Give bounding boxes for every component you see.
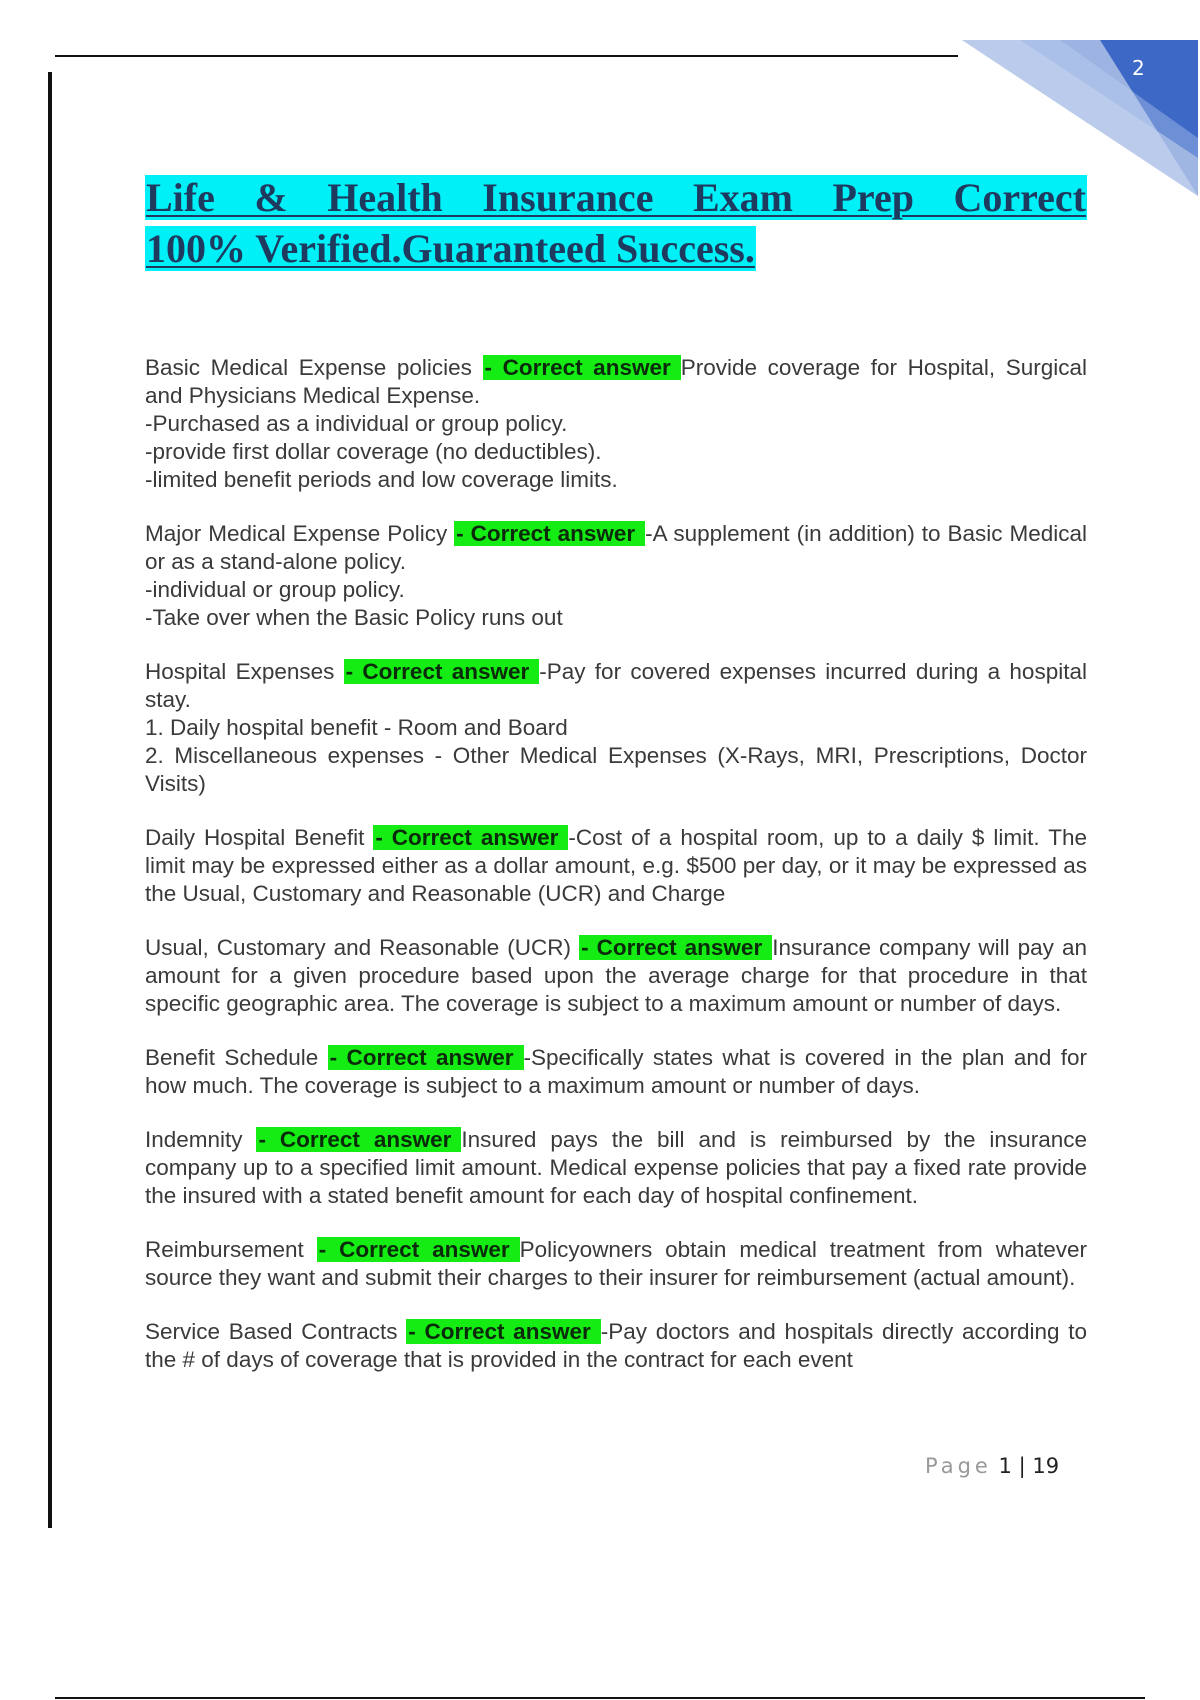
qa-entry [145, 824, 1087, 908]
qa-entry [145, 354, 1087, 494]
correct-answer-label: - Correct answer [328, 1045, 524, 1070]
qa-entry [145, 1126, 1087, 1210]
correct-answer-label: - Correct answer [373, 825, 568, 850]
entry-term: Basic Medical Expense policies [145, 355, 472, 380]
entry-term: Benefit Schedule [145, 1045, 319, 1070]
entry-term: Daily Hospital Benefit [145, 825, 365, 850]
footer-rule [55, 1697, 1145, 1699]
entry-term: Service Based Contracts [145, 1319, 398, 1344]
correct-answer-label: - Correct answer [344, 659, 540, 684]
footer-page-word: Page [925, 1454, 992, 1478]
title-line-1: Life & Health Insurance Exam Prep Correct [146, 175, 1086, 220]
entry-term: Usual, Customary and Reasonable (UCR) [145, 935, 572, 960]
page-footer [925, 1454, 1059, 1478]
footer-separator: | [1018, 1454, 1026, 1478]
entry-term: Hospital Expenses [145, 659, 335, 684]
entry-line: -individual or group policy. [145, 577, 405, 602]
footer-current-page: 1 [998, 1454, 1012, 1478]
qa-entry [145, 520, 1087, 632]
entry-answer: Provide coverage for Hospital, Surgical and Physicians Medical Expense. [145, 355, 1087, 408]
entry-term: Reimbursement [145, 1237, 304, 1262]
entry-answer: -Pay for covered expenses incurred during a hospital stay. [145, 659, 1087, 712]
qa-entry [145, 1044, 1087, 1100]
entry-line: -provide first dollar coverage (no deductibles). [145, 439, 602, 464]
entry-line: -Take over when the Basic Policy runs out [145, 605, 563, 630]
entry-line: -Purchased as a individual or group policy. [145, 411, 568, 436]
qa-entry [145, 934, 1087, 1018]
header-rule [55, 55, 958, 57]
title-line-2: 100% Verified.Guaranteed Success. [146, 226, 755, 271]
entry-line: -limited benefit periods and low coverage limits. [145, 467, 618, 492]
entry-answer: Policyowners obtain medical treatment from whatever source they want and submit their charges to their insurer for reimbursement (actual amount). [145, 1237, 1087, 1290]
qa-entry [145, 1236, 1087, 1292]
qa-entry [145, 1318, 1087, 1374]
entry-term: Major Medical Expense Policy [145, 521, 448, 546]
correct-answer-label: - Correct answer [317, 1237, 520, 1262]
header-page-number: 2 [1132, 56, 1145, 80]
entry-answer: Insured pays the bill and is reimbursed by the insurance company up to a specified limit amount. Medical expense policies that pay a fixed rate provide the insured with a stated benefit amount for each day of hospital confinement. [145, 1127, 1087, 1208]
entry-line: 1. Daily hospital benefit - Room and Board [145, 715, 568, 740]
correct-answer-label: - Correct answer [579, 935, 772, 960]
qa-list [145, 354, 1087, 1400]
entry-answer: Insurance company will pay an amount for a given procedure based upon the average charge for that procedure in that specific geographic area. The coverage is subject to a maximum amount or number of days. [145, 935, 1087, 1016]
footer-total-pages: 19 [1032, 1454, 1060, 1478]
document-title [145, 172, 1087, 274]
entry-line: 2. Miscellaneous expenses - Other Medical Expenses (X-Rays, MRI, Prescriptions, Doctor Visits) [145, 743, 1087, 796]
qa-entry [145, 658, 1087, 798]
left-margin-bar [48, 72, 52, 1528]
correct-answer-label: - Correct answer [454, 521, 645, 546]
entry-answer: -A supplement (in addition) to Basic Medical or as a stand-alone policy. [145, 521, 1088, 574]
entry-answer: -Cost of a hospital room, up to a daily $ limit. The limit may be expressed either as a dollar amount, e.g. $500 per day, or it may be expressed as the Usual, Customary and Reasonable (UCR) and Charge [145, 825, 1087, 906]
entry-answer: -Pay doctors and hospitals directly according to the # of days of coverage that is provided in the contract for each event [145, 1319, 1087, 1372]
entry-answer: -Specifically states what is covered in the plan and for how much. The coverage is subject to a maximum amount or number of days. [145, 1045, 1087, 1098]
correct-answer-label: - Correct answer [406, 1319, 600, 1344]
entry-term: Indemnity [145, 1127, 243, 1152]
correct-answer-label: - Correct answer [256, 1127, 461, 1152]
correct-answer-label: - Correct answer [483, 355, 681, 380]
